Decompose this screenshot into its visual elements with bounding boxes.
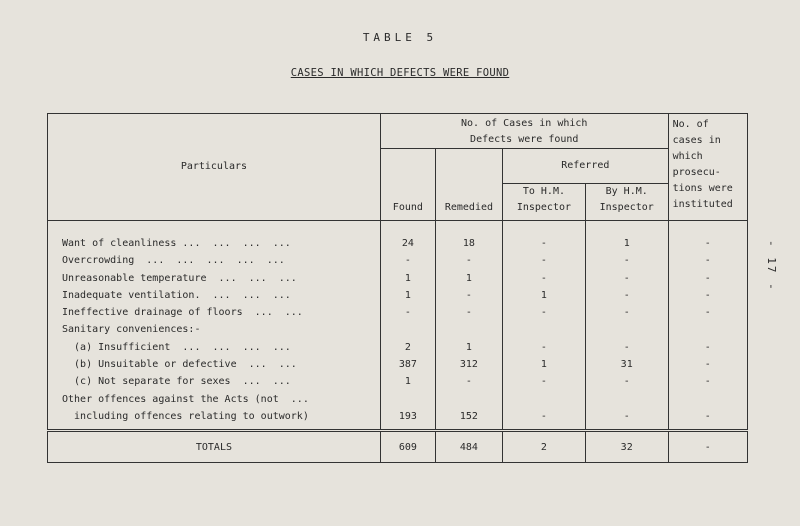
- cell-prosecutions: -: [704, 307, 711, 319]
- row-label: Sanitary conveniences:-: [62, 324, 201, 336]
- header-by-hm-line2: Inspector: [599, 202, 654, 213]
- totals-remedied: 484: [435, 431, 502, 463]
- cell-prosecutions: -: [704, 410, 711, 422]
- row-label: (c) Not separate for sexes ... ...: [62, 376, 291, 388]
- row-label: Want of cleanliness ... ... ... ...: [62, 238, 291, 249]
- header-by-hm-inspector: [585, 184, 668, 221]
- by-hm-column: [585, 221, 668, 431]
- header-cases-found: [380, 114, 668, 149]
- cell-remedied: [436, 391, 502, 408]
- cell-prosecutions: -: [704, 376, 711, 388]
- cell-by-hm: -: [623, 341, 630, 353]
- cell-found: 2: [404, 341, 411, 353]
- row-label: Unreasonable temperature ... ... ...: [62, 272, 297, 284]
- to-hm-column: [503, 221, 586, 431]
- remedied-column: [435, 221, 502, 431]
- particulars-column: [48, 221, 381, 431]
- cell-to-hm: -: [540, 341, 547, 353]
- cell-by-hm: 1: [623, 238, 630, 249]
- cell-found: 1: [404, 376, 411, 388]
- totals-to-hm: 2: [503, 431, 586, 463]
- cell-by-hm: -: [623, 307, 630, 319]
- header-by-hm-line1: By H.M.: [605, 186, 648, 197]
- cell-found: 24: [401, 238, 414, 249]
- totals-found: 609: [380, 431, 435, 463]
- cell-by-hm: [586, 391, 668, 408]
- cell-prosecutions: -: [704, 272, 711, 284]
- cell-remedied: 18: [462, 238, 475, 249]
- cell-found: 1: [404, 272, 411, 284]
- header-to-hm-line2: Inspector: [516, 202, 572, 213]
- cell-found: -: [404, 307, 411, 319]
- cell-found: 387: [398, 359, 417, 371]
- cell-to-hm: -: [540, 272, 547, 284]
- found-column: [380, 221, 435, 431]
- header-cases-found-line1: No. of Cases in which: [461, 118, 588, 129]
- header-found: Found: [380, 149, 435, 221]
- cell-remedied: 1: [465, 272, 472, 284]
- cell-prosecutions: -: [704, 255, 711, 267]
- cell-by-hm: -: [623, 410, 630, 422]
- table-subtitle: CASES IN WHICH DEFECTS WERE FOUND: [290, 67, 510, 79]
- header-referred: Referred: [503, 149, 669, 184]
- header-to-hm-line1: To H.M.: [522, 186, 565, 197]
- header-prosecutions-line: tions were: [672, 183, 733, 194]
- cell-remedied: [436, 321, 502, 338]
- cell-found: [381, 321, 435, 338]
- row-label: Ineffective drainage of floors ... ...: [62, 307, 303, 319]
- cell-to-hm: [503, 391, 585, 408]
- cell-remedied: -: [465, 376, 472, 388]
- header-prosecutions: [668, 114, 747, 221]
- side-page-number: [758, 240, 798, 310]
- row-label: Overcrowding ... ... ... ... ...: [62, 255, 285, 267]
- header-prosecutions-line: No. of: [672, 119, 709, 130]
- cell-remedied: 1: [465, 341, 472, 353]
- prosecutions-column: [668, 221, 747, 431]
- cell-remedied: -: [465, 307, 472, 319]
- cell-prosecutions: -: [704, 341, 711, 353]
- cell-to-hm: -: [540, 376, 547, 388]
- cell-to-hm: -: [540, 238, 547, 249]
- totals-by-hm: 32: [585, 431, 668, 463]
- cell-to-hm: 1: [540, 289, 547, 301]
- cell-remedied: -: [465, 289, 472, 301]
- header-prosecutions-line: cases in: [672, 135, 721, 146]
- row-label: Other offences against the Acts (not ...: [62, 393, 309, 405]
- cell-to-hm: [503, 321, 585, 338]
- header-prosecutions-line: prosecu-: [672, 167, 721, 178]
- cell-to-hm: 1: [540, 359, 547, 371]
- table-body-row: [48, 221, 748, 431]
- cell-by-hm: -: [623, 272, 630, 284]
- header-prosecutions-line: which: [672, 151, 703, 162]
- row-label: including offences relating to outwork): [62, 410, 309, 422]
- header-cases-found-line2: Defects were found: [470, 134, 579, 145]
- cell-prosecutions: -: [704, 289, 711, 301]
- cell-by-hm: -: [623, 289, 630, 301]
- cell-by-hm: -: [623, 255, 630, 267]
- cell-to-hm: -: [540, 307, 547, 319]
- table-title: TABLE 5: [362, 31, 438, 44]
- cell-remedied: 152: [459, 410, 478, 422]
- cell-by-hm: 31: [620, 359, 633, 371]
- cell-remedied: -: [465, 255, 472, 267]
- cell-found: 1: [404, 289, 411, 301]
- cell-prosecutions: -: [704, 238, 711, 249]
- row-label: Inadequate ventilation. ... ... ...: [62, 289, 291, 301]
- cell-prosecutions: [669, 391, 747, 408]
- totals-label: TOTALS: [48, 431, 381, 463]
- cell-to-hm: -: [540, 255, 547, 267]
- header-prosecutions-line: instituted: [672, 199, 733, 210]
- defects-table: [47, 113, 748, 463]
- header-particulars: Particulars: [48, 114, 381, 221]
- cell-prosecutions: -: [704, 359, 711, 371]
- totals-row: [48, 431, 748, 463]
- row-label: (a) Insufficient ... ... ... ...: [62, 341, 291, 353]
- cell-to-hm: -: [540, 410, 547, 422]
- totals-prosecutions: -: [668, 431, 747, 463]
- cell-by-hm: [586, 321, 668, 338]
- cell-found: 193: [398, 410, 417, 422]
- row-label: (b) Unsuitable or defective ... ...: [62, 359, 297, 371]
- cell-prosecutions: [669, 321, 747, 338]
- header-remedied: Remedied: [435, 149, 502, 221]
- cell-found: -: [404, 255, 411, 267]
- side-page-number-text: - 17 -: [765, 240, 778, 292]
- cell-remedied: 312: [459, 359, 478, 371]
- header-to-hm-inspector: [503, 184, 586, 221]
- cell-found: [381, 391, 435, 408]
- cell-by-hm: -: [623, 376, 630, 388]
